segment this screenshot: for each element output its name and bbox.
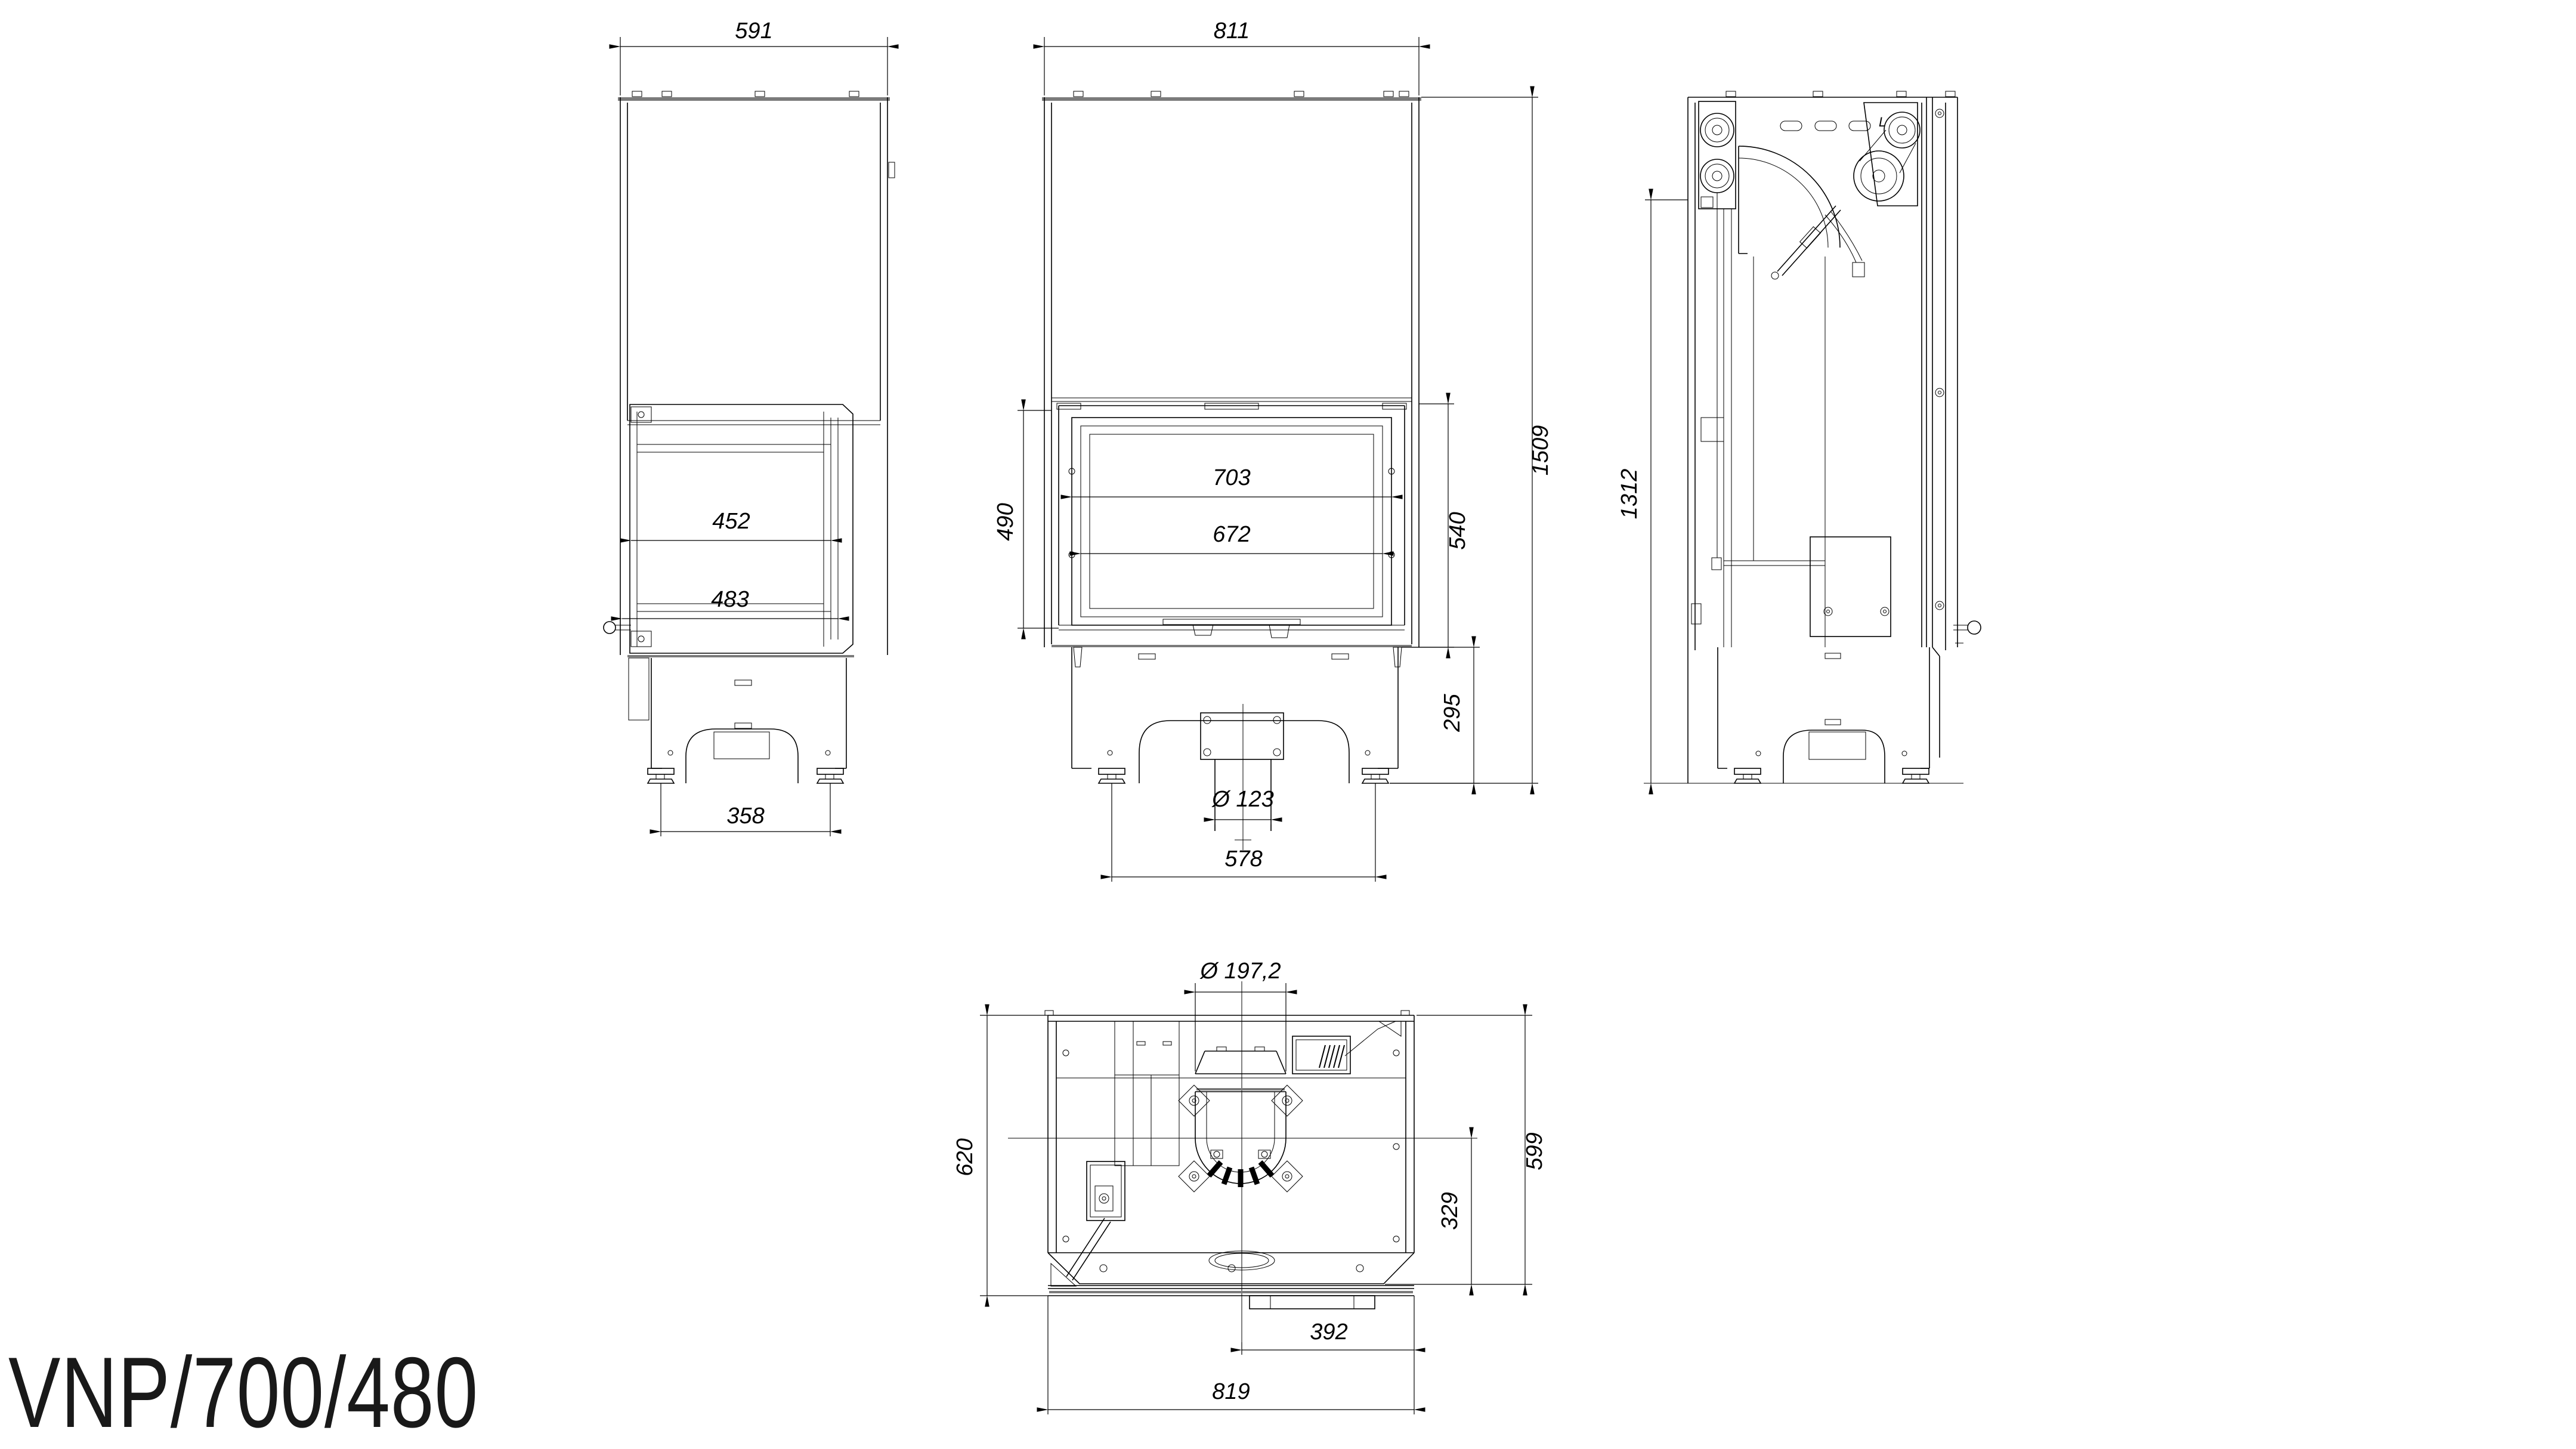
dim-side-top-width [620,18,887,95]
foot-left [648,768,674,783]
plan-view [953,959,1547,1414]
damper-rod [1771,206,1864,279]
rear-panels [1115,1021,1179,1166]
dim-label: 620 [953,1138,978,1176]
dim-label: 490 [993,503,1018,541]
foot-left [1734,768,1761,783]
firebox-back [1810,537,1891,637]
foot-right [1903,768,1929,783]
door-handle [604,622,631,634]
section-view [1617,91,1981,783]
dim-label: 1312 [1617,468,1642,520]
dim-front-glass-height [993,410,1059,628]
side-base [648,658,846,783]
dim-label: 295 [1440,694,1465,732]
dim-label: 599 [1522,1132,1547,1170]
dim-label: Ø 123 [1212,787,1274,812]
part-mark: L [1879,115,1887,129]
dim-front-glass-top-width [1072,465,1391,497]
dim-label: 811 [1213,18,1250,44]
foot-right [1362,768,1388,783]
dim-label: 591 [735,18,773,44]
pulley-unit-left [1699,101,1736,570]
dim-label: 329 [1437,1192,1462,1230]
dim-label: 703 [1213,465,1251,490]
foot-right [817,768,843,783]
dim-label: 1509 [1528,425,1553,476]
dim-label: 452 [712,509,750,534]
pulley-unit-right [1854,103,1920,206]
dim-label: 392 [1310,1320,1348,1345]
collar-ribs [1209,1162,1272,1187]
front-view [993,18,1553,882]
dim-frame-height [1617,200,1688,783]
dim-side-feet-spacing [661,783,830,836]
dim-label: 358 [726,804,765,829]
dim-label: 672 [1213,522,1251,547]
dim-label: 540 [1445,512,1470,550]
door-latch [1163,619,1300,638]
dim-label: 578 [1224,846,1263,872]
corner-mech-left [1051,1161,1125,1286]
top-clips [1074,91,1409,97]
top-clips [1726,91,1955,97]
top-clips [632,91,859,97]
dim-total-depth [953,1015,1048,1296]
dim-label: 819 [1212,1379,1250,1404]
dim-side-glass-width [631,509,831,540]
front-face [1048,1251,1414,1309]
air-deflector [1739,146,1840,254]
side-frame-leg [629,658,649,720]
dim-body-depth [1385,1015,1547,1284]
dim-front-top-width [1044,18,1419,95]
dim-label: Ø 197,2 [1200,959,1281,984]
foot-left [1099,768,1125,783]
dim-front-total-height [1390,97,1553,783]
front-frame-strip [1932,97,1957,758]
flue-collar [1179,1047,1303,1192]
section-base [1718,647,1929,783]
side-latch-tab [889,162,895,178]
dim-total-width [1048,1296,1414,1414]
dim-front-door-height [1412,404,1470,647]
slide-plate [1250,1296,1375,1309]
side-view [604,18,895,836]
dim-axis-to-right [1242,1296,1414,1355]
dim-front-base-height [1390,647,1480,783]
dim-flue-axis-to-front [1437,1138,1471,1284]
dim-label: 483 [711,587,749,612]
dim-front-glass-bottom-width [1081,522,1383,554]
corner-mech-right [1292,1021,1401,1074]
vent-slots [1780,121,1870,131]
dim-intake-diameter [1211,787,1274,831]
model-label: VNP/700/480 [8,1336,479,1448]
dim-side-door-width [622,587,838,619]
